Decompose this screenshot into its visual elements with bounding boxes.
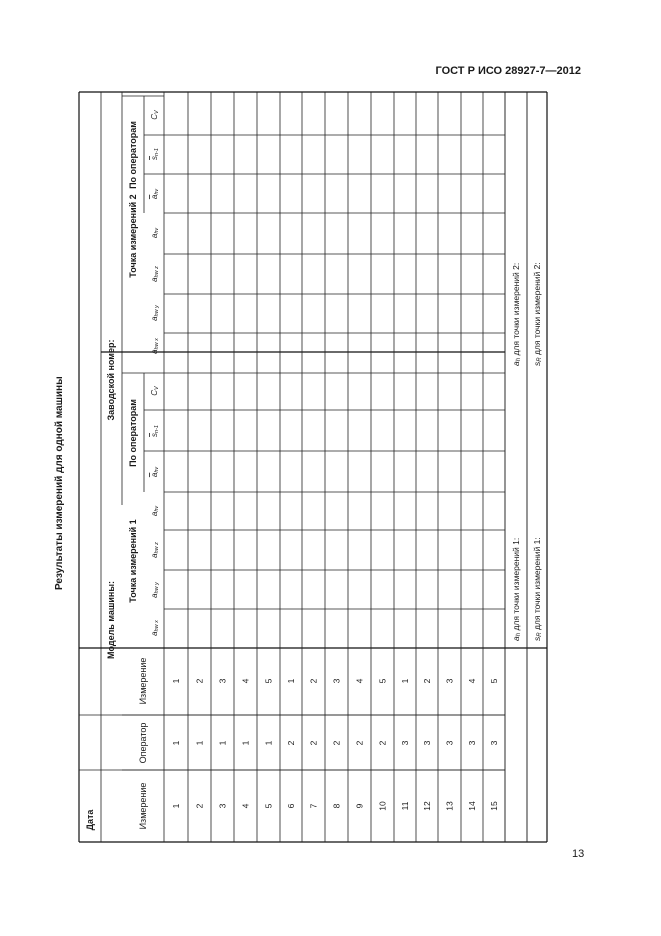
by-operators-header-1: По операторам [128, 399, 138, 467]
ahwz-header-1: $a_{hw z}$ [149, 542, 160, 558]
row-trial-number: 2 [308, 678, 319, 684]
ahv-bar-header-1: $a_{hv}$ [149, 466, 160, 478]
ahv-header-1: $a_{hv}$ [149, 505, 160, 517]
point-1-header: Точка измерений 1 [128, 519, 138, 603]
row-measurement-number: 13 [444, 801, 455, 811]
row-operator-number: 2 [331, 740, 342, 746]
row-trial-number: 2 [194, 678, 205, 684]
row-operator-number: 1 [263, 740, 274, 746]
s-bar-header-1: $s_{n-1}$ [149, 425, 160, 437]
row-operator-number: 2 [308, 740, 319, 746]
row-trial-number: 3 [444, 678, 455, 684]
cv-header-2: $C_V$ [149, 110, 160, 120]
row-trial-number: 1 [171, 678, 181, 684]
row-measurement-number: 5 [263, 803, 274, 809]
row-measurement-number: 2 [194, 803, 205, 809]
table-title: Результаты измерений для одной машины [54, 376, 65, 590]
row-trial-number: 4 [240, 678, 251, 684]
row-trial-number: 5 [263, 678, 274, 684]
row-trial-number: 5 [489, 678, 499, 684]
table-labels [85, 109, 543, 830]
row-operator-number: 3 [467, 740, 477, 746]
document-header: ГОСТ Р ИСО 28927-7—2012 [435, 65, 581, 77]
row-trial-number: 3 [217, 678, 228, 684]
row-trial-number: 3 [331, 678, 342, 684]
measurement-column-header: Измерение [138, 782, 148, 830]
cv-header-1: $C_V$ [149, 386, 160, 396]
by-operators-header-2: По операторам [128, 121, 138, 189]
row-measurement-number: 8 [331, 803, 342, 809]
footer-sr-point-2: $s_R$ для точки измерений 2: [532, 262, 543, 366]
ahwy-header-2: $a_{hw y}$ [149, 305, 160, 321]
row-measurement-number: 12 [422, 801, 432, 811]
trial-column-header: Измерение [138, 657, 148, 705]
ahwz-header-2: $a_{hw z}$ [149, 266, 160, 282]
row-measurement-number: 7 [308, 803, 319, 809]
row-operator-number: 2 [286, 740, 296, 746]
row-measurement-number: 3 [217, 803, 228, 809]
date-label: Дата [85, 809, 95, 831]
row-operator-number: 2 [377, 740, 388, 746]
point-2-header: Точка измерений 2 [128, 194, 138, 278]
row-operator-number: 1 [194, 740, 205, 746]
row-trial-number: 4 [467, 678, 477, 684]
ahv-header-2: $a_{hv}$ [149, 227, 160, 239]
row-trial-number: 1 [400, 678, 410, 684]
row-operator-number: 1 [171, 740, 181, 746]
row-measurement-number: 4 [240, 803, 251, 809]
page-number: 13 [572, 848, 585, 860]
footer-sr-point-1: $s_R$ для точки измерений 1: [532, 537, 543, 641]
s-bar-header-2: $s_{n-1}$ [149, 148, 160, 160]
row-trial-number: 5 [377, 678, 388, 684]
row-trial-number: 1 [286, 678, 296, 684]
row-trial-number: 2 [422, 678, 432, 684]
row-operator-number: 3 [422, 740, 432, 746]
row-operator-number: 3 [489, 740, 499, 746]
row-operator-number: 3 [444, 740, 455, 746]
row-trial-number: 4 [354, 678, 365, 684]
row-operator-number: 3 [400, 740, 410, 746]
row-measurement-number: 6 [286, 803, 296, 809]
row-operator-number: 2 [354, 740, 365, 746]
ahwx-header-1: $a_{hw x}$ [149, 620, 160, 636]
row-measurement-number: 9 [354, 803, 365, 809]
table-grid [79, 92, 547, 842]
ahwx-header-2: $a_{hw x}$ [149, 338, 160, 354]
row-measurement-number: 10 [377, 801, 388, 811]
row-measurement-number: 11 [400, 801, 410, 811]
footer-ah-point-2: $a_h$ для точки измерений 2: [511, 262, 522, 366]
row-operator-number: 1 [240, 740, 251, 746]
row-measurement-number: 15 [489, 801, 499, 811]
serial-number-label: Заводской номер: [106, 339, 116, 421]
ahv-bar-header-2: $a_{hv}$ [149, 188, 160, 200]
row-measurement-number: 1 [171, 803, 181, 809]
row-operator-number: 1 [217, 740, 228, 746]
operator-column-header: Оператор [138, 722, 148, 764]
machine-model-label: Модель машины: [106, 580, 116, 660]
row-measurement-number: 14 [467, 801, 477, 811]
ahwy-header-1: $a_{hw y}$ [149, 582, 160, 598]
footer-ah-point-1: $a_h$ для точки измерений 1: [511, 537, 522, 641]
